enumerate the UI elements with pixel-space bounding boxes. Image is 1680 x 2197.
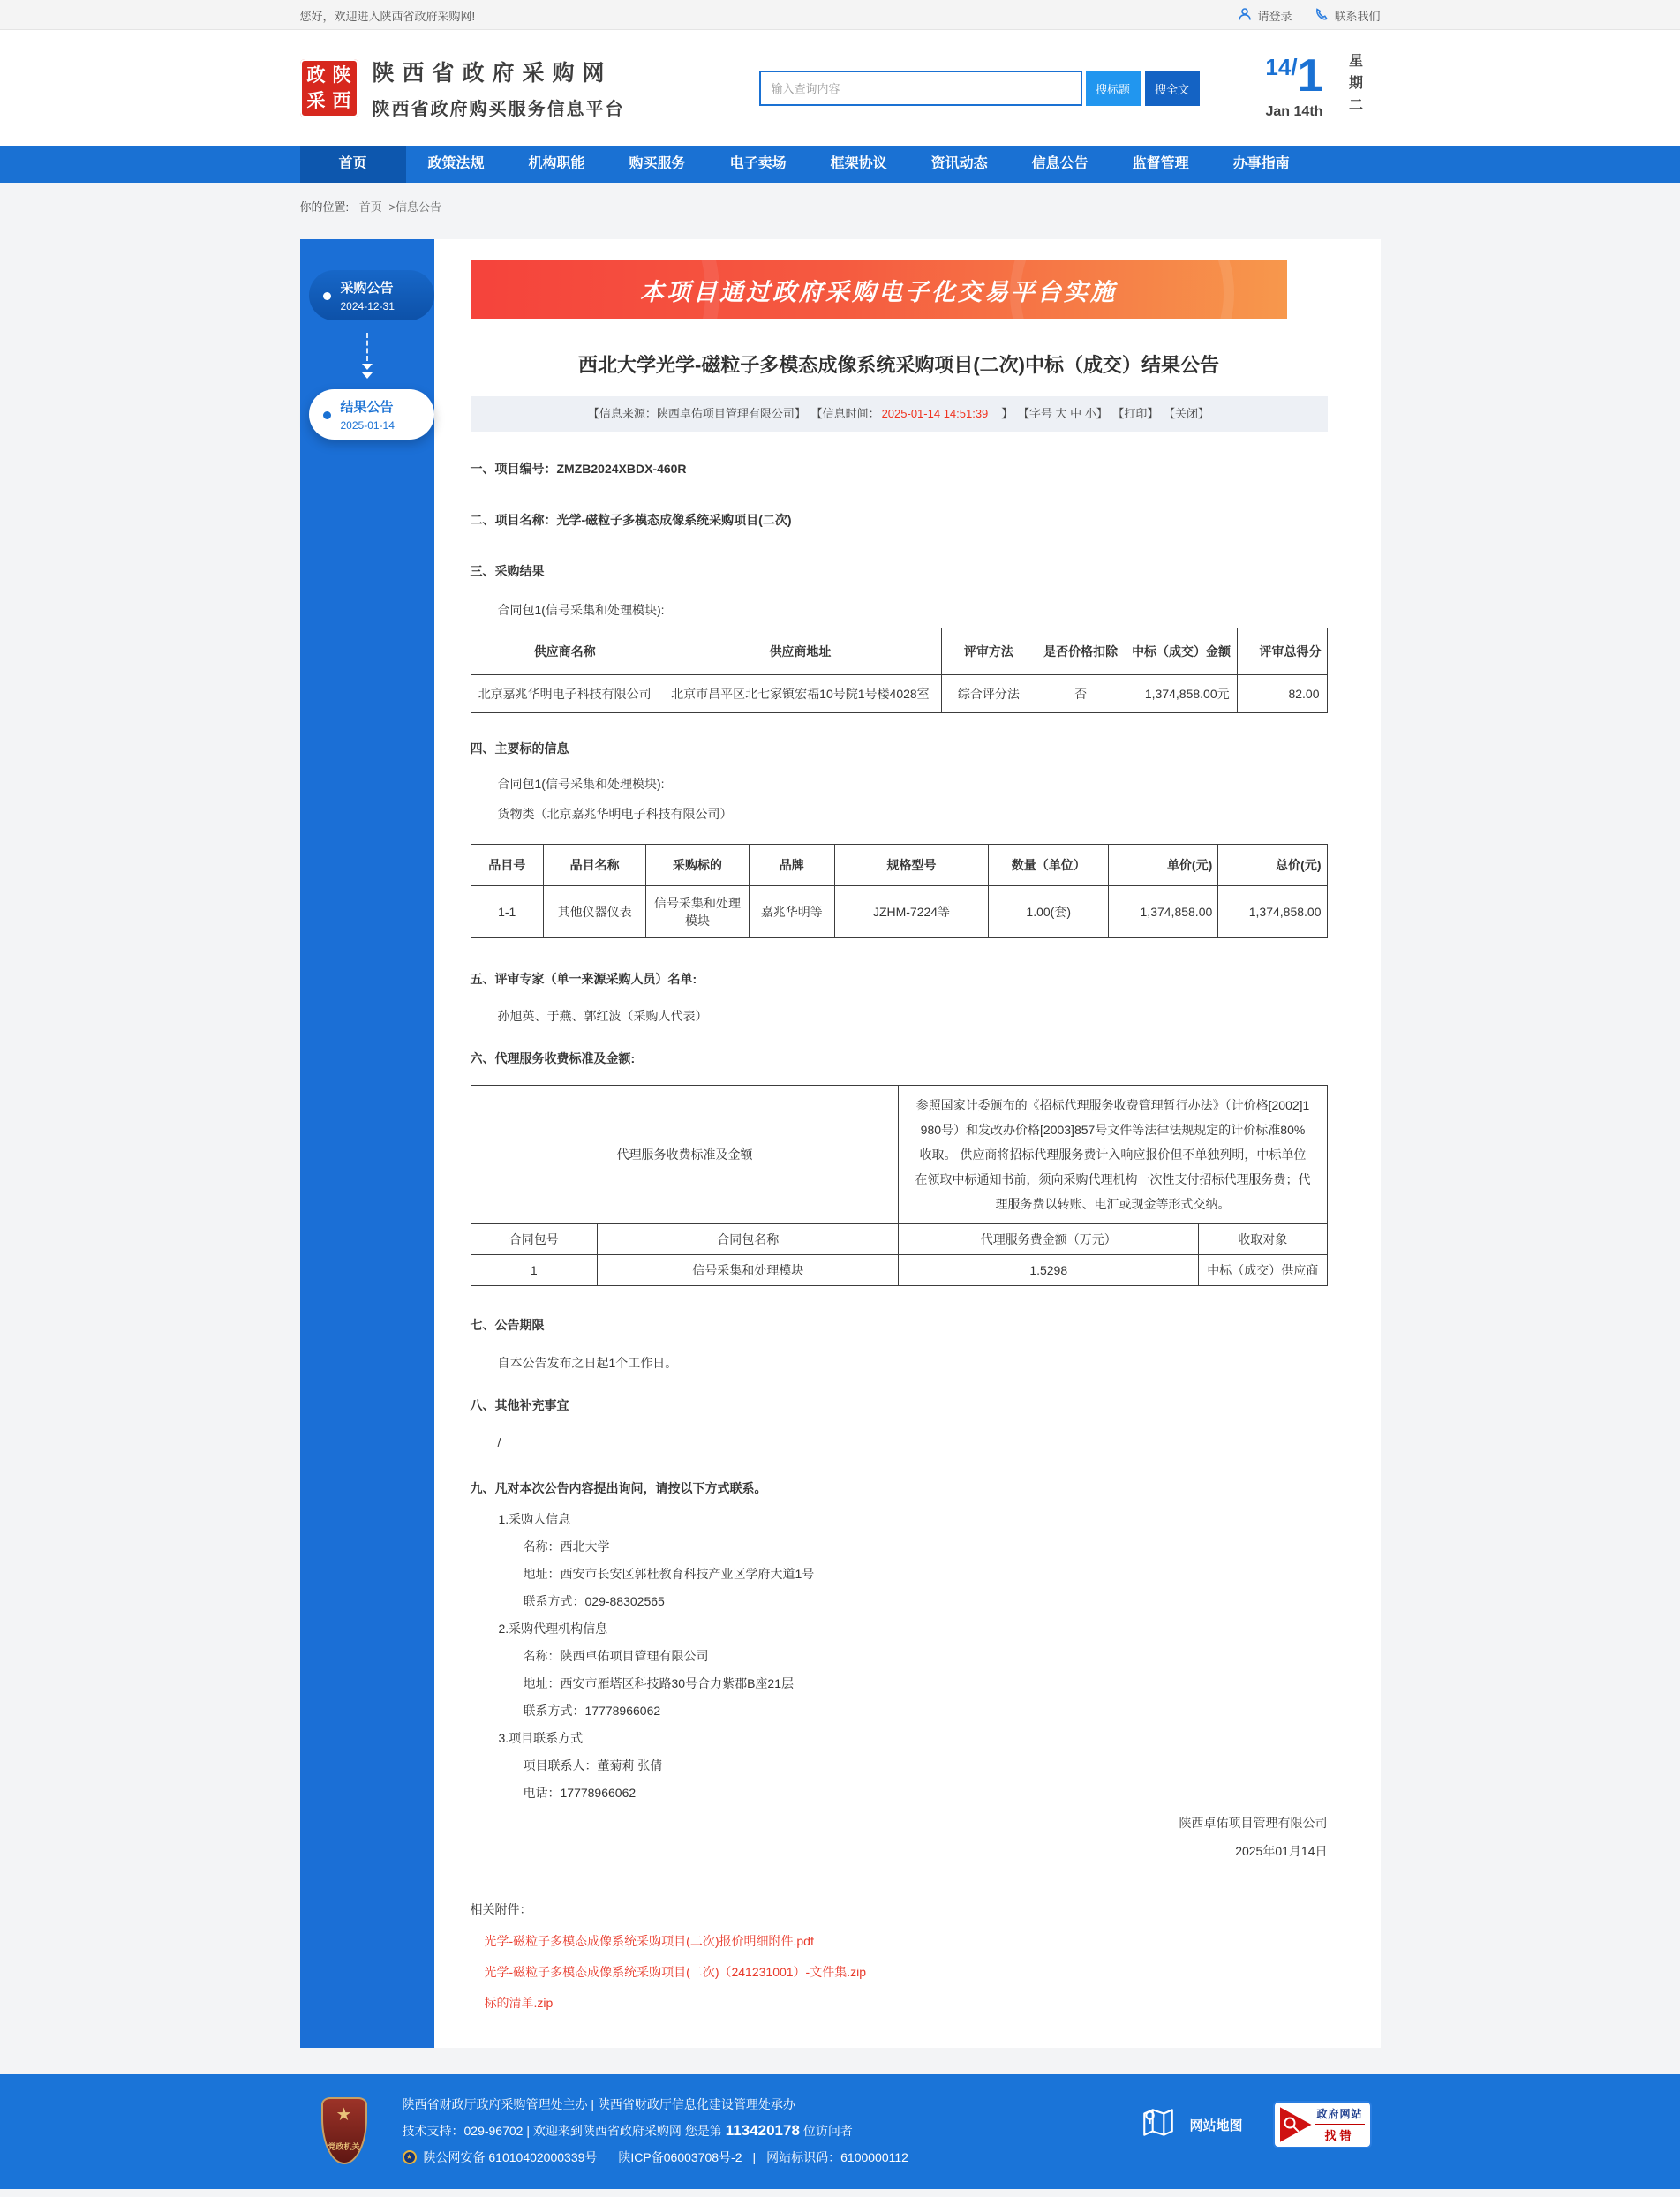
table-cell: 北京嘉兆华明电子科技有限公司 (471, 675, 659, 713)
table-header-cell: 单价(元) (1109, 845, 1218, 886)
search-fulltext-button[interactable]: 搜全文 (1145, 71, 1200, 106)
contact-line: 1.采购人信息 (498, 1512, 571, 1526)
date-day: 14 (1265, 54, 1292, 80)
meta-time-end: 】 (990, 407, 1013, 420)
table-cell: 1.00(套) (989, 886, 1109, 938)
date-english: Jan 14th (1265, 104, 1323, 119)
section-8-paragraph: / (497, 1435, 501, 1449)
table-cell: 中标（成交）供应商 (1198, 1255, 1327, 1286)
date-month: 1 (1297, 50, 1323, 102)
font-size-controls[interactable]: 【字号 大 中 小】 (1017, 407, 1108, 420)
footer-divider: | (752, 2150, 757, 2164)
contact-line: 名称：陕西卓佑项目管理有限公司 (523, 1649, 709, 1663)
table-cell: JZHM-7224等 (834, 886, 989, 938)
table-header-cell: 合同包名称 (598, 1224, 899, 1255)
logo-char: 陕 (332, 64, 351, 86)
agency-fee-description: 参照国家计委颁布的《招标代理服务收费管理暂行办法》（计价格[2002]1980号）和发改办价格[2003]857号文件等法律法规规定的计价标准80%收取。 供应商将招标代理服务费计入响应报价但不单独列明，中标单位在领取中标通知书前，须向采购代理机构一次性支付招标代理服务费；代理服务费以转账、电汇或现金等形式交纳。 (899, 1086, 1327, 1224)
contact-line: 项目联系人：董菊莉 张倩 (523, 1758, 663, 1772)
site-logo (300, 59, 358, 117)
logo-char: 政 (306, 64, 326, 86)
phone-icon (1315, 7, 1329, 24)
table-row (471, 1086, 1327, 1224)
section-5-heading: 五、评审专家（单一来源采购人员）名单: (470, 972, 697, 986)
table-header-cell: 代理服务费金额（万元） (899, 1224, 1199, 1255)
welcome-text: 您好，欢迎进入陕西省政府采购网! (299, 9, 476, 23)
attachment-link[interactable]: 光学-磁粒子多模态成像系统采购项目(二次)报价明细附件.pdf (484, 1934, 814, 1948)
footer (0, 2074, 1680, 2189)
section-6-heading: 六、代理服务收费标准及金额: (470, 1051, 636, 1065)
banner-text: 本项目通过政府采购电子化交易平台实施 (640, 278, 1117, 305)
table-header-cell: 品目名称 (543, 845, 645, 886)
section-4-heading: 四、主要标的信息 (470, 741, 569, 756)
contact-label: 联系我们 (1334, 9, 1381, 23)
header (0, 30, 1680, 146)
login-label: 请登录 (1257, 9, 1292, 23)
logo-char: 西 (332, 90, 351, 111)
breadcrumb-home-link[interactable]: 首页 (358, 200, 382, 214)
table-header-cell: 中标（成交）金额 (1126, 628, 1237, 675)
close-button[interactable]: 【关闭】 (1164, 407, 1210, 420)
section-8-heading: 八、其他补充事宜 (470, 1398, 569, 1412)
bullet-dot-icon (323, 292, 331, 300)
agency-fee-table (471, 1085, 1328, 1286)
public-security-beian[interactable]: 陕公网安备 61010402000339号 (423, 2150, 598, 2164)
contact-line: 3.项目联系方式 (498, 1731, 584, 1745)
article-panel (434, 239, 1381, 2048)
contact-line: 名称：西北大学 (523, 1539, 610, 1554)
date-widget (1265, 49, 1364, 120)
subject-table (471, 844, 1328, 938)
search-input[interactable] (759, 71, 1082, 106)
find-error-bottom-label: 找错 (1315, 2124, 1365, 2143)
signature-date: 2025年01月14日 (1235, 1844, 1328, 1858)
section-4-paragraph-2: 货物类（北京嘉兆华明电子科技有限公司） (497, 807, 733, 821)
sidebar-item-result-announcement[interactable] (309, 389, 434, 440)
attachments-label: 相关附件： (470, 1902, 532, 1916)
sidebar-item-label: 结果公告 (340, 400, 394, 415)
site-name: 陕西省政府采购网 (372, 61, 613, 86)
table-header-cell: 规格型号 (834, 845, 989, 886)
breadcrumb (300, 199, 1381, 216)
shield-badge-label: 党政机关 (328, 2142, 360, 2151)
table-header-cell: 数量（单位） (989, 845, 1109, 886)
sitemap-label[interactable]: 网站地图 (1189, 2118, 1243, 2133)
section-3-paragraph: 合同包1(信号采集和处理模块): (497, 603, 665, 617)
nav-item-announcements[interactable]: 信息公告 (1031, 156, 1089, 171)
table-header-row (471, 845, 1327, 886)
table-header-cell: 采购标的 (646, 845, 749, 886)
table-cell: 1,374,858.00 (1109, 886, 1218, 938)
footer-beian-line (403, 2150, 908, 2164)
attachment-link[interactable]: 光学-磁粒子多模态成像系统采购项目(二次)（241231001）-文件集.zip (484, 1965, 867, 1979)
meta-time: 2025-01-14 14:51:39 (881, 407, 989, 420)
table-header-cell: 评审总得分 (1237, 628, 1327, 675)
footer-organizer-line: 陕西省财政厅政府采购管理处主办 | 陕西省财政厅信息化建设管理处承办 (402, 2097, 795, 2111)
timeline-arrow-down-icon (300, 333, 434, 379)
contact-link[interactable] (1315, 7, 1380, 24)
sidebar-item-label: 采购公告 (340, 281, 394, 296)
table-cell: 82.00 (1237, 675, 1327, 713)
section-7-paragraph: 自本公告发布之日起1个工作日。 (497, 1356, 678, 1370)
meta-time-label: 【信息时间： (810, 407, 880, 420)
table-header-cell: 合同包号 (471, 1224, 598, 1255)
search-bar (759, 71, 1200, 106)
table-header-cell: 供应商地址 (659, 628, 941, 675)
bullet-dot-icon (323, 411, 331, 419)
section-2-heading: 二、项目名称：光学-磁粒子多模态成像系统采购项目(二次) (470, 513, 792, 527)
table-cell: 信号采集和处理模块 (598, 1255, 899, 1286)
table-cell: 1 (471, 1255, 598, 1286)
find-error-top-label: 政府网站 (1316, 2108, 1363, 2120)
section-1-heading: 一、项目编号：ZMZB2024XBDX-460R (470, 462, 687, 476)
contact-line: 地址：西安市长安区郭杜教育科技产业区学府大道1号 (523, 1567, 815, 1581)
table-header-cell: 收取对象 (1198, 1224, 1327, 1255)
find-error-flag-icon (1280, 2107, 1312, 2142)
nav-item-guide[interactable]: 办事指南 (1232, 156, 1290, 171)
footer-support-line (403, 2124, 908, 2138)
weekday-label: 星期二 (1346, 53, 1362, 119)
table-cell: 其他仪器仪表 (543, 886, 645, 938)
table-header-cell: 总价(元) (1218, 845, 1327, 886)
footer-support-text: 技术支持：029-96702 | 欢迎来到陕西省政府采购网 您是第 (402, 2124, 722, 2138)
nav-item-policies[interactable]: 政策法规 (427, 156, 485, 171)
table-cell: 1.5298 (899, 1255, 1199, 1286)
nav-item-framework[interactable]: 框架协议 (830, 156, 887, 171)
page-title: 西北大学光学-磁粒子多模态成像系统采购项目(二次)中标（成交）结果公告 (578, 354, 1219, 376)
table-cell: 信号采集和处理模块 (646, 886, 749, 938)
content (300, 239, 1381, 2048)
icp-beian[interactable]: 陕ICP备06003708号-2 (618, 2150, 742, 2164)
section-3-heading: 三、采购结果 (470, 564, 545, 578)
nav-item-e-market[interactable]: 电子卖场 (729, 156, 787, 171)
table-header-cell: 供应商名称 (471, 628, 659, 675)
table-cell: 综合评分法 (941, 675, 1036, 713)
table-cell: 1,374,858.00 (1218, 886, 1327, 938)
attachment-link[interactable]: 标的清单.zip (484, 1996, 554, 2010)
article-meta-bar (471, 396, 1328, 432)
brand[interactable] (300, 56, 625, 120)
table-header-cell: 品目号 (471, 845, 543, 886)
site-subtitle: 陕西省政府购买服务信息平台 (372, 100, 625, 119)
contact-line: 地址：西安市雁塔区科技路30号合力紫郡B座21层 (523, 1676, 794, 1690)
sidebar-item-date: 2024-12-31 (340, 300, 395, 312)
table-header-row (471, 628, 1327, 675)
table-row (471, 675, 1327, 713)
nav-item-news[interactable]: 资讯动态 (930, 156, 988, 171)
user-icon (1238, 7, 1252, 24)
nav-item-purchase-services[interactable]: 购买服务 (629, 156, 686, 171)
table-row (471, 886, 1327, 938)
main-nav (0, 146, 1680, 183)
table-header-cell: 是否价格扣除 (1036, 628, 1126, 675)
signature-org: 陕西卓佑项目管理有限公司 (1179, 1816, 1328, 1830)
nav-item-functions[interactable]: 机构职能 (528, 156, 585, 171)
section-9-heading: 九、凡对本次公告内容提出询问，请按以下方式联系。 (470, 1481, 767, 1495)
search-title-button[interactable]: 搜标题 (1086, 71, 1141, 106)
contact-line: 联系方式：17778966062 (523, 1704, 661, 1718)
party-government-shield-icon: ★ 党政机关 (321, 2097, 367, 2164)
table-header-row (471, 1224, 1327, 1255)
table-cell: 否 (1036, 675, 1126, 713)
table-cell: 北京市昌平区北七家镇宏福10号院1号楼4028室 (659, 675, 941, 713)
contact-line: 电话：17778966062 (523, 1786, 637, 1800)
login-link[interactable] (1238, 7, 1292, 24)
table-cell: 嘉兆华明等 (749, 886, 834, 938)
police-badge-icon: ★ (403, 2150, 417, 2164)
breadcrumb-label: 你的位置: (299, 200, 350, 214)
site-code: 网站标识码：6100000112 (766, 2150, 908, 2164)
result-table (471, 628, 1328, 713)
sidebar (300, 239, 434, 2048)
table-header-cell: 评审方法 (941, 628, 1036, 675)
logo-char: 采 (306, 90, 326, 111)
table-row (471, 1255, 1327, 1286)
table-cell: 代理服务收费标准及金额 (471, 1086, 899, 1224)
gov-site-find-error-badge[interactable] (1273, 2101, 1372, 2148)
table-header-cell: 品牌 (749, 845, 834, 886)
sidebar-item-purchase-announcement[interactable] (309, 270, 434, 320)
section-7-heading: 七、公告期限 (470, 1318, 545, 1332)
print-button[interactable]: 【打印】 (1112, 407, 1159, 420)
table-cell: 1-1 (471, 886, 543, 938)
sidebar-item-date: 2025-01-14 (340, 419, 395, 432)
table-cell: 1,374,858.00元 (1126, 675, 1237, 713)
visitor-count: 113420178 (725, 2122, 800, 2139)
footer-support-suffix: 位访问者 (802, 2124, 853, 2138)
topbar (0, 0, 1680, 30)
meta-source: 【信息来源：陕西卓佑项目管理有限公司】 (587, 407, 806, 420)
date-slash: / (1291, 54, 1298, 80)
breadcrumb-current: >信息公告 (388, 200, 441, 214)
contact-line: 2.采购代理机构信息 (498, 1621, 608, 1636)
nav-item-home[interactable]: 首页 (300, 146, 406, 183)
sitemap-map-icon[interactable] (1140, 2104, 1177, 2146)
platform-banner (471, 260, 1287, 319)
section-4-paragraph-1: 合同包1(信号采集和处理模块): (497, 777, 665, 791)
nav-item-supervision[interactable]: 监督管理 (1132, 156, 1189, 171)
contact-line: 联系方式：029-88302565 (523, 1594, 665, 1608)
section-5-paragraph: 孙旭英、于燕、郭红波（采购人代表） (497, 1009, 708, 1023)
